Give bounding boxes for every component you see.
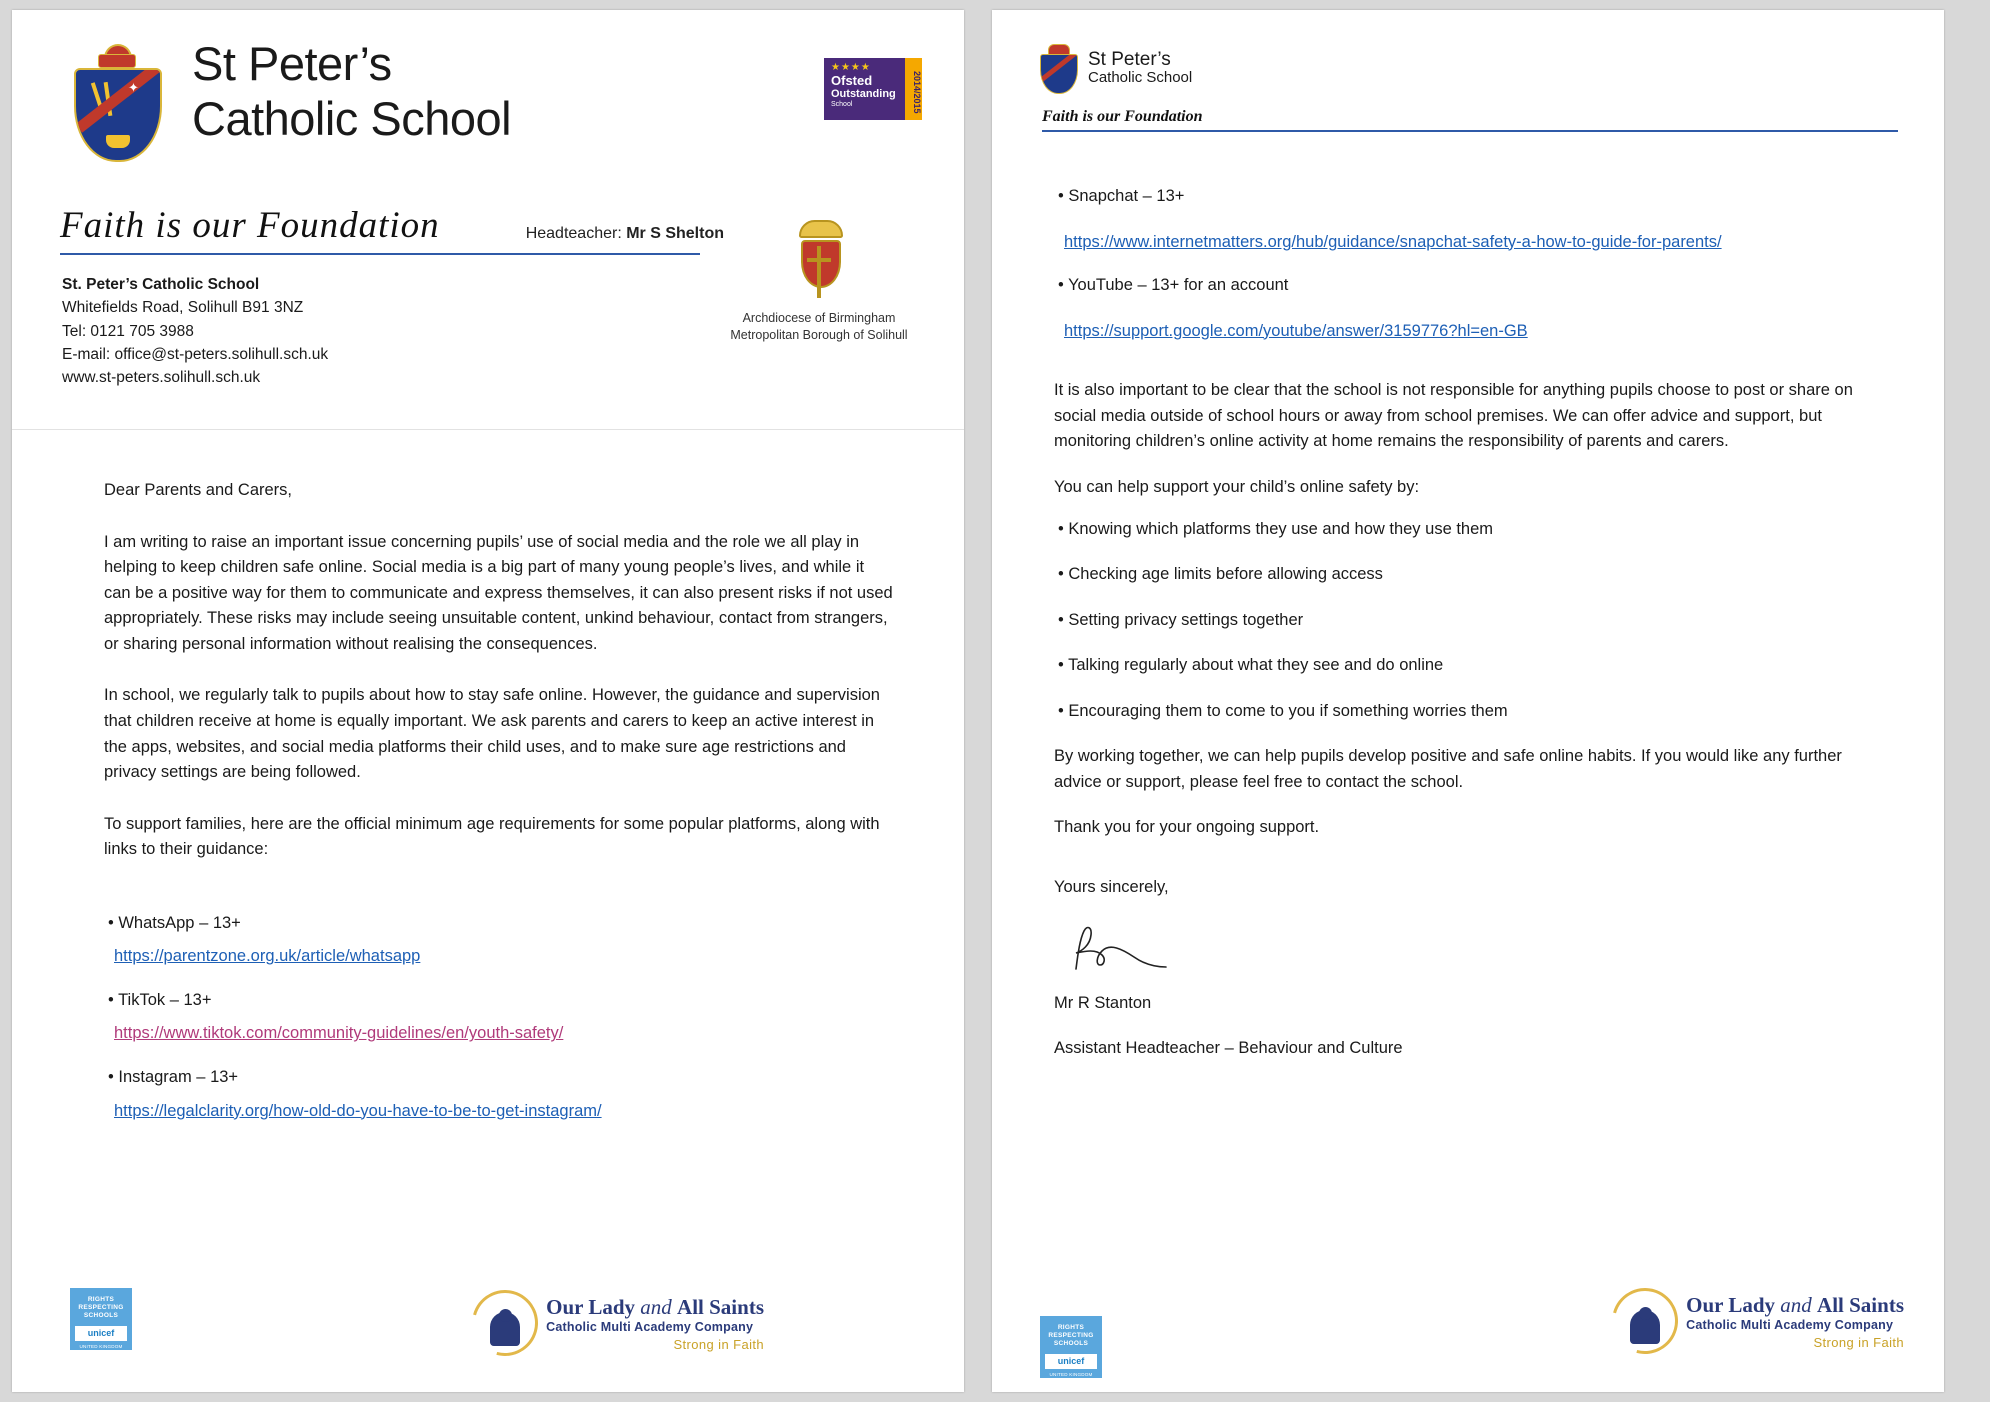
ofsted-rating: Outstanding xyxy=(831,88,896,101)
headteacher-name: Mr S Shelton xyxy=(626,225,724,242)
whatsapp-guidance-link[interactable]: https://parentzone.org.uk/article/whatsapp xyxy=(114,947,421,966)
diocese-emblem-icon xyxy=(789,220,849,306)
header-divider xyxy=(60,253,700,255)
thanks-line: Thank you for your ongoing support. xyxy=(1054,818,1320,837)
list-item: • Talking regularly about what they see and do online xyxy=(1058,656,1444,675)
letter-page-1 xyxy=(12,10,964,1392)
headteacher-line xyxy=(526,225,724,243)
olas-line-3: Strong in Faith xyxy=(1813,1334,1904,1350)
ofsted-school-word: School xyxy=(831,101,853,109)
list-item: • Encouraging them to come to you if something worries them xyxy=(1058,701,1508,720)
list-item: • Setting privacy settings together xyxy=(1058,610,1304,629)
paragraph-1: I am writing to raise an important issue concerning pupils’ use of social media and the role we all play in helping to keep children safe online. Social media is a big part of many young people’s lives, and while it can be a positive way for them to communicate and express themselves, it can also present risks if not used appropriately. These risks may include seeing unsuitable content, unkind behaviour, contact from strangers, or sharing personal information without realising the consequences. xyxy=(104,532,893,653)
olas-line-3: Strong in Faith xyxy=(673,1336,764,1352)
safety-tips-list xyxy=(1054,517,1882,725)
paragraph-3: To support families, here are the official minimum age requirements for some popular platforms, along with links to their guidance: xyxy=(104,814,880,859)
ofsted-stars: ★★★★ xyxy=(831,62,871,73)
school-crest-icon: ✦ xyxy=(70,40,164,160)
address-line-1: St. Peter’s Catholic School xyxy=(62,276,260,293)
address-line-5: www.st-peters.solihull.sch.uk xyxy=(62,369,261,386)
unicef-line-1: RIGHTS RESPECTING SCHOOLS xyxy=(78,1296,124,1320)
olas-line1-c: All Saints xyxy=(1817,1292,1904,1317)
tiktok-guidance-link[interactable]: https://www.tiktok.com/community-guidelines/en/youth-safety/ xyxy=(114,1024,564,1043)
letterhead xyxy=(12,10,964,430)
paragraph-3: By working together, we can help pupils develop positive and safe online habits. If you would like any further advice or support, please feel free to contact the school. xyxy=(1054,747,1842,791)
school-name xyxy=(192,37,512,145)
unicef-line-1: RIGHTS RESPECTING SCHOOLS xyxy=(1048,1324,1094,1348)
olas-line1-a: Our Lady xyxy=(1686,1292,1781,1317)
unicef-line-3: UNITED KINGDOM xyxy=(1049,1371,1093,1377)
list-item: • Checking age limits before allowing access xyxy=(1058,565,1383,584)
signature-image xyxy=(1062,923,1182,975)
closing-line: Yours sincerely, xyxy=(1054,878,1169,896)
letter-body-page-1 xyxy=(12,430,964,1124)
paragraph-2: You can help support your child’s online safety by: xyxy=(1054,477,1420,496)
youtube-guidance-link[interactable]: https://support.google.com/youtube/answer/3159776?hl=en-GB xyxy=(1064,321,1528,340)
salutation: Dear Parents and Carers, xyxy=(104,481,293,499)
school-motto-small: Faith is our Foundation xyxy=(1042,108,1203,125)
unicef-brand: unicef xyxy=(75,1326,127,1340)
platform-list-snapchat xyxy=(1054,184,1882,210)
list-item: • Snapchat – 13+ xyxy=(1058,187,1185,205)
header-divider-page-2 xyxy=(1042,130,1898,132)
list-item: • WhatsApp – 13+ xyxy=(108,913,241,932)
school-crest-icon-small xyxy=(1038,44,1078,92)
olas-line1-b: and xyxy=(1780,1292,1818,1317)
olas-line1-a: Our Lady xyxy=(546,1294,641,1319)
paragraph-1: It is also important to be clear that the school is not responsible for anything pupils choose to post or share on social media outside of school hours or away from school premises. We can offer advice and support, but monitoring children’s online activity at home remains the responsibility of parents and carers. xyxy=(1054,381,1853,451)
platform-list-page-1 xyxy=(104,911,894,937)
snapchat-guidance-link[interactable]: https://www.internetmatters.org/hub/guidance/snapchat-safety-a-how-to-guide-for-parents/ xyxy=(1064,232,1722,251)
school-name-line2: Catholic School xyxy=(192,92,512,145)
school-name-line2-small: Catholic School xyxy=(1088,69,1193,87)
platform-list-tiktok xyxy=(104,988,894,1014)
list-item: • TikTok – 13+ xyxy=(108,990,212,1009)
diocese-line-2: Metropolitan Borough of Solihull xyxy=(730,327,908,342)
unicef-line-3: UNITED KINGDOM xyxy=(79,1343,123,1349)
school-name-line1-small: St Peter’s xyxy=(1088,49,1171,71)
ofsted-label: Ofsted xyxy=(831,72,873,88)
instagram-guidance-link[interactable]: https://legalclarity.org/how-old-do-you-have-to-be-to-get-instagram/ xyxy=(114,1101,602,1120)
platform-list-youtube xyxy=(1054,273,1882,299)
olas-line-2: Catholic Multi Academy Company xyxy=(546,1319,754,1334)
letter-body-page-2 xyxy=(992,132,1944,1062)
letter-page-2 xyxy=(992,10,1944,1392)
footer-page-2 xyxy=(992,1284,1944,1377)
address-line-3: Tel: 0121 705 3988 xyxy=(62,322,194,340)
list-item: • Knowing which platforms they use and how they use them xyxy=(1058,519,1494,538)
olas-mark-icon xyxy=(472,1290,538,1356)
list-item: • YouTube – 13+ for an account xyxy=(1058,276,1289,295)
ofsted-outstanding-badge xyxy=(824,58,922,120)
signer-role: Assistant Headteacher – Behaviour and Culture xyxy=(1054,1039,1403,1058)
olas-academy-logo xyxy=(1612,1288,1904,1354)
list-item: • Instagram – 13+ xyxy=(108,1068,239,1086)
signer-name: Mr R Stanton xyxy=(1054,993,1152,1012)
headteacher-label: Headteacher: xyxy=(525,225,622,242)
school-name-line1: St Peter’s xyxy=(192,37,392,90)
footer-page-1 xyxy=(12,1284,964,1362)
olas-line1-b: and xyxy=(640,1294,678,1319)
school-motto: Faith is our Foundation xyxy=(60,205,440,246)
olas-line-2: Catholic Multi Academy Company xyxy=(1686,1317,1894,1332)
paragraph-2: In school, we regularly talk to pupils about how to stay safe online. However, the guidance and supervision that children receive at home is equally important. We ask parents and carers to keep an active interest in the apps, websites, and social media platforms their child uses, and to make sure age restrictions and privacy settings are being followed. xyxy=(104,686,880,782)
olas-academy-logo xyxy=(472,1290,764,1356)
unicef-rights-respecting-logo xyxy=(70,1288,132,1350)
ofsted-years: 2014/2015 xyxy=(905,58,922,120)
page-2-header xyxy=(992,10,1944,132)
unicef-brand: unicef xyxy=(1045,1354,1097,1368)
olas-line1-c: All Saints xyxy=(677,1294,764,1319)
unicef-rights-respecting-logo xyxy=(1040,1316,1102,1378)
platform-list-instagram xyxy=(104,1065,894,1091)
diocese-block xyxy=(714,220,924,344)
olas-mark-icon xyxy=(1612,1288,1678,1354)
address-line-2: Whitefields Road, Solihull B91 3NZ xyxy=(62,299,304,317)
diocese-line-1: Archdiocese of Birmingham xyxy=(742,311,896,325)
address-line-4: E-mail: office@st-peters.solihull.sch.uk xyxy=(62,345,329,363)
